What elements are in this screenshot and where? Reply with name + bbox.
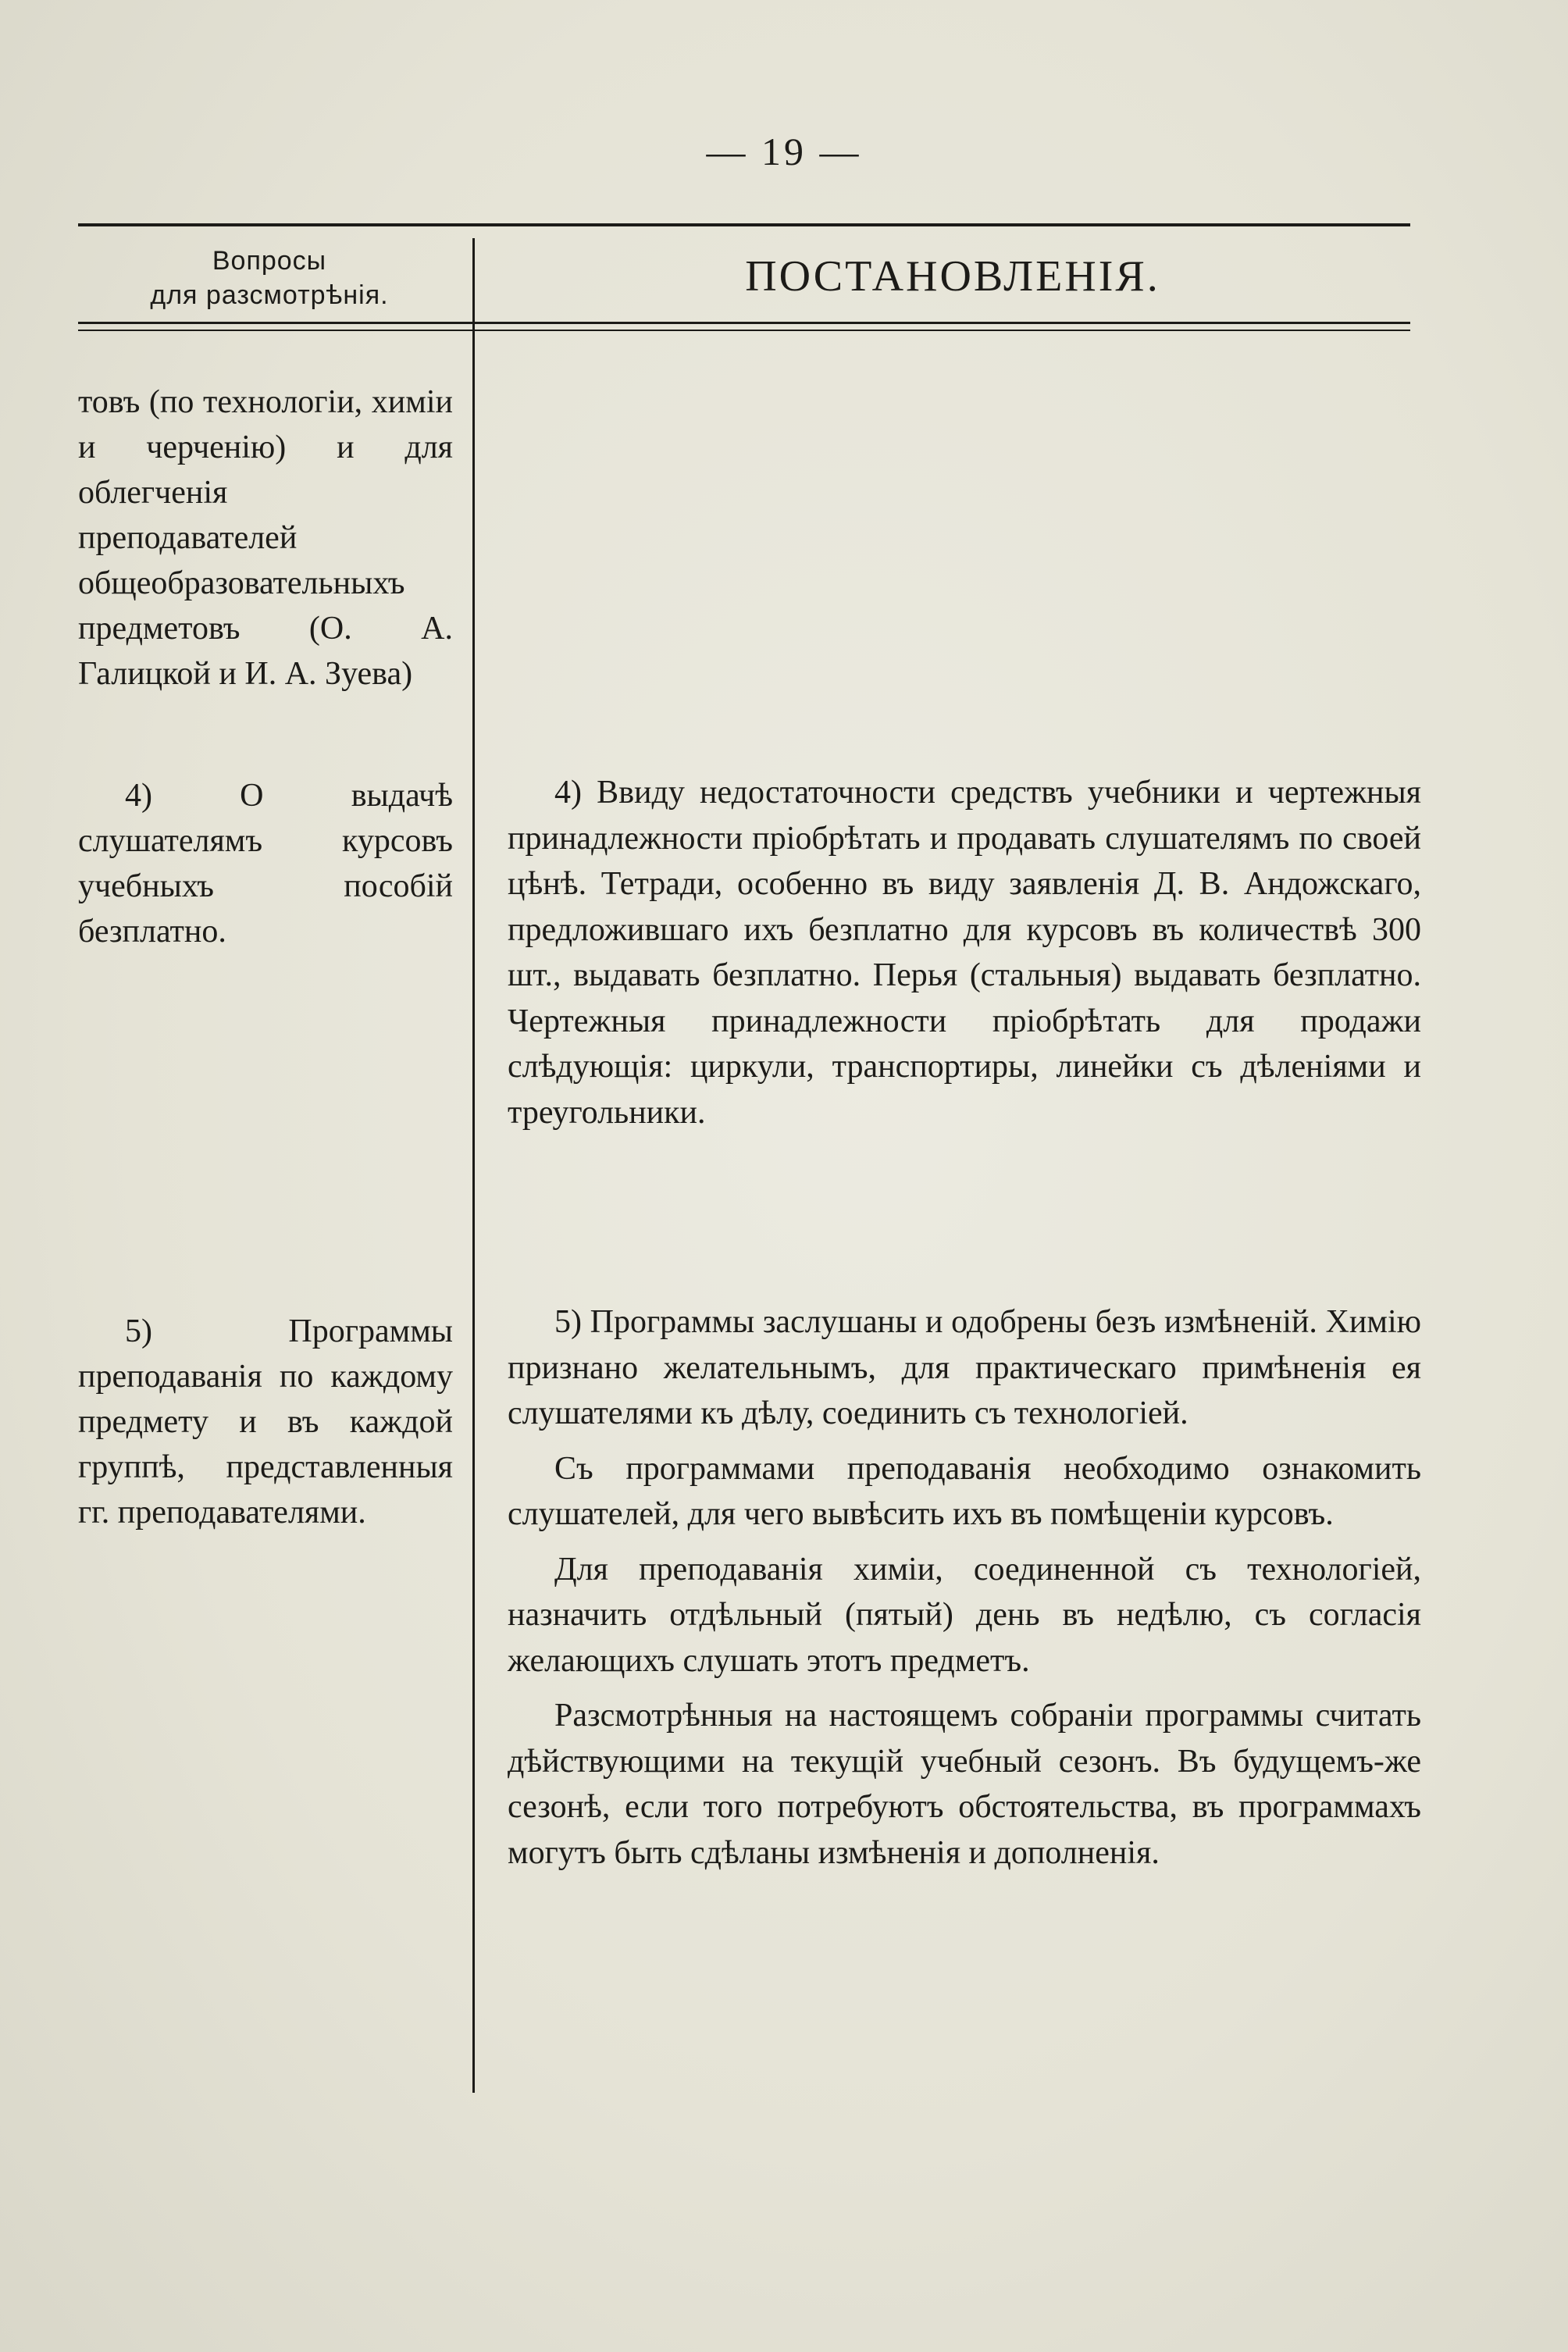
question-4: [78, 773, 453, 954]
header-questions-line1: Вопросы: [212, 246, 327, 276]
column-divider: [472, 238, 475, 2093]
header-top-rule: [78, 223, 1410, 226]
resolution-4: [508, 770, 1421, 1145]
resolution-5-paragraph-4: Разсмотрѣнныя на настоящемъ собраніи программы считать дѣйствующими на текущій учебный сезонъ. Въ будущемъ-же сезонѣ, если того потребуютъ обстоятельства, въ программахъ могутъ быть сдѣланы измѣненія и дополненія.: [508, 1698, 1421, 1871]
header-questions-line2: для разсмотрѣнія.: [150, 280, 389, 310]
resolution-5-paragraph-3: Для преподаванія химіи, соединенной съ технологіей, назначить отдѣльный (пятый) день въ недѣлю, съ согласія желающихъ слушать этотъ предметъ.: [508, 1551, 1421, 1679]
resolution-4-text: 4) Ввиду недостаточности средствъ учебники и чертежныя принадлежности пріобрѣтать и продавать слушателямъ по своей цѣнѣ. Тетради, особенно въ виду заявленія Д. В. Андожскаго, предложившаго ихъ безплатно для курсовъ въ количествѣ 300 шт., выдавать безплатно. Перья (стальныя) выдавать безплатно. Чертежныя принадлежности пріобрѣтать для продажи слѣдующія: циркули, транспортиры, линейки съ дѣленіями и треугольники.: [508, 775, 1421, 1131]
resolution-5-paragraph-2: Съ программами преподаванія необходимо ознакомить слушателей, для чего вывѣсить ихъ въ помѣщеніи курсовъ.: [508, 1450, 1421, 1532]
header-questions: [86, 244, 453, 312]
question-continued-text: товъ (по технологіи, химіи и черченію) и для облегченія преподавателей общеобразовательныхъ предметовъ (О. А. Галицкой и И. А. Зуева): [78, 384, 453, 692]
header-bottom-rule: [78, 322, 1410, 324]
resolution-5: [508, 1299, 1421, 1885]
question-5: [78, 1309, 453, 1535]
header-resolutions: ПОСТАНОВЛЕНІЯ.: [745, 252, 1160, 301]
page-number: — 19 —: [706, 130, 862, 173]
question-5-text: 5) Программы преподаванія по каждому предмету и въ каждой группѣ, представленныя гг. преподавателями.: [78, 1313, 453, 1531]
question-4-text: 4) О выдачѣ слушателямъ курсовъ учебныхъ пособій безплатно.: [78, 778, 453, 950]
question-continued: [78, 380, 453, 697]
header-bottom-rule-double: [78, 330, 1410, 331]
resolution-5-paragraph-1: 5) Программы заслушаны и одобрены безъ измѣненій. Химію признано желательнымъ, для практическаго примѣненія ея слушателями къ дѣлу, соединить съ технологіей.: [508, 1304, 1421, 1431]
